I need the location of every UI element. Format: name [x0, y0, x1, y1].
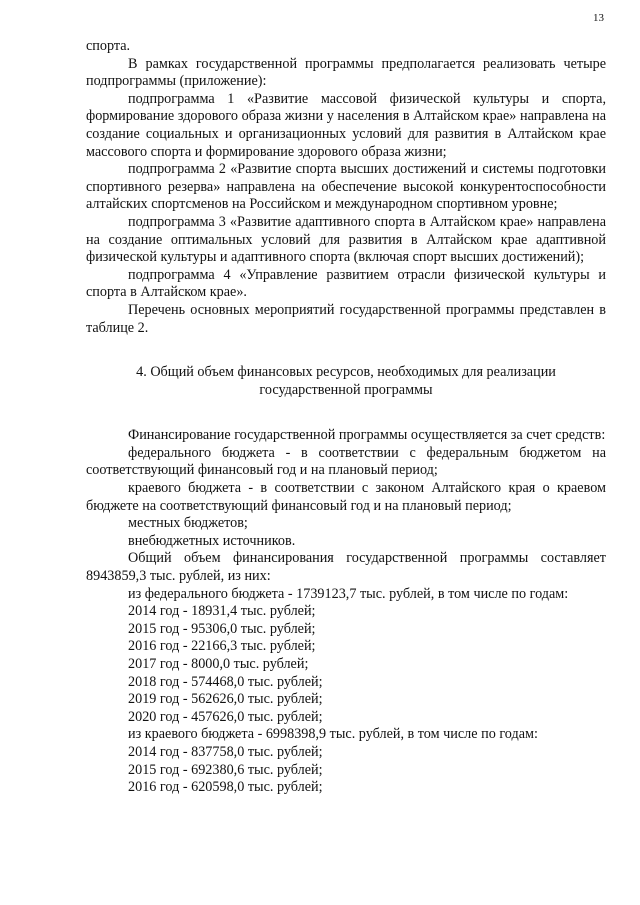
funding-year-item: 2016 год - 620598,0 тыс. рублей;	[128, 779, 323, 796]
federal-budget-title: из федерального бюджета - 1739123,7 тыс. рублей, в том числе по годам:	[128, 585, 569, 602]
section-heading	[86, 364, 606, 399]
regional-years-list	[86, 744, 606, 797]
funding-year-item: 2018 год - 574468,0 тыс. рублей;	[128, 673, 323, 690]
paragraph: спорта.	[86, 38, 131, 54]
funding-year-item: 2017 год - 8000,0 тыс. рублей;	[128, 656, 309, 672]
paragraphs-before	[86, 38, 606, 337]
paragraph: Финансирование государственной программы осуществляется за счет средств:	[128, 427, 606, 444]
paragraphs-after	[86, 427, 606, 585]
paragraph: В рамках государственной программы предполагается реализовать четыре подпрограммы (приложение):	[86, 55, 606, 90]
paragraph: федерального бюджета - в соответствии с федеральным бюджетом на соответствующий финансовый год и на плановый период;	[86, 444, 606, 479]
funding-year-item: 2015 год - 95306,0 тыс. рублей;	[128, 620, 316, 637]
paragraph: Перечень основных мероприятий государственной программы представлен в таблице 2.	[86, 301, 606, 336]
paragraph: внебюджетных источников.	[128, 532, 296, 549]
paragraph: Общий объем финансирования государственной программы составляет 8943859,3 тыс. рублей, из них:	[86, 550, 606, 585]
federal-years-list	[86, 603, 606, 726]
regional-budget-block	[86, 726, 606, 796]
document-body	[86, 38, 606, 797]
funding-year-item: 2019 год - 562626,0 тыс. рублей;	[128, 691, 323, 708]
section-heading-line2: государственной программы	[259, 381, 433, 398]
funding-year-item: 2016 год - 22166,3 тыс. рублей;	[128, 638, 316, 655]
paragraph: подпрограмма 4 «Управление развитием отрасли физической культуры и спорта в Алтайском крае».	[86, 266, 606, 301]
funding-year-item: 2014 год - 18931,4 тыс. рублей;	[128, 603, 316, 620]
paragraph: подпрограмма 1 «Развитие массовой физической культуры и спорта, формирование здорового образа жизни у населения в Алтайском крае» направлена на создание социальных и организационных условий для развития в Алтайском крае массового спорта и формирование здорового образа жизни;	[86, 90, 606, 160]
paragraph: подпрограмма 2 «Развитие спорта высших достижений и системы подготовки спортивного резерва» направлена на обеспечение высокой конкурентоспособности алтайских спортсменов на Российском и международном спортивном уровне;	[86, 161, 606, 213]
funding-year-item: 2014 год - 837758,0 тыс. рублей;	[128, 743, 323, 760]
page-number: 13	[593, 12, 604, 24]
section-heading-line1: 4. Общий объем финансовых ресурсов, необходимых для реализации	[136, 364, 556, 381]
funding-year-item: 2020 год - 457626,0 тыс. рублей;	[128, 708, 323, 725]
regional-budget-title: из краевого бюджета - 6998398,9 тыс. рублей, в том числе по годам:	[128, 726, 538, 743]
federal-budget-block	[86, 586, 606, 727]
funding-year-item: 2015 год - 692380,6 тыс. рублей;	[128, 761, 323, 778]
paragraph: местных бюджетов;	[128, 515, 248, 532]
paragraph: краевого бюджета - в соответствии с законом Алтайского края о краевом бюджете на соответствующий финансовый год и на плановый период;	[86, 480, 606, 514]
paragraph: подпрограмма 3 «Развитие адаптивного спорта в Алтайском крае» направлена на создание оптимальных условий для развития в Алтайском крае адаптивной физической культуры и адаптивного спорта (включая спорт высших достижений);	[86, 213, 606, 266]
